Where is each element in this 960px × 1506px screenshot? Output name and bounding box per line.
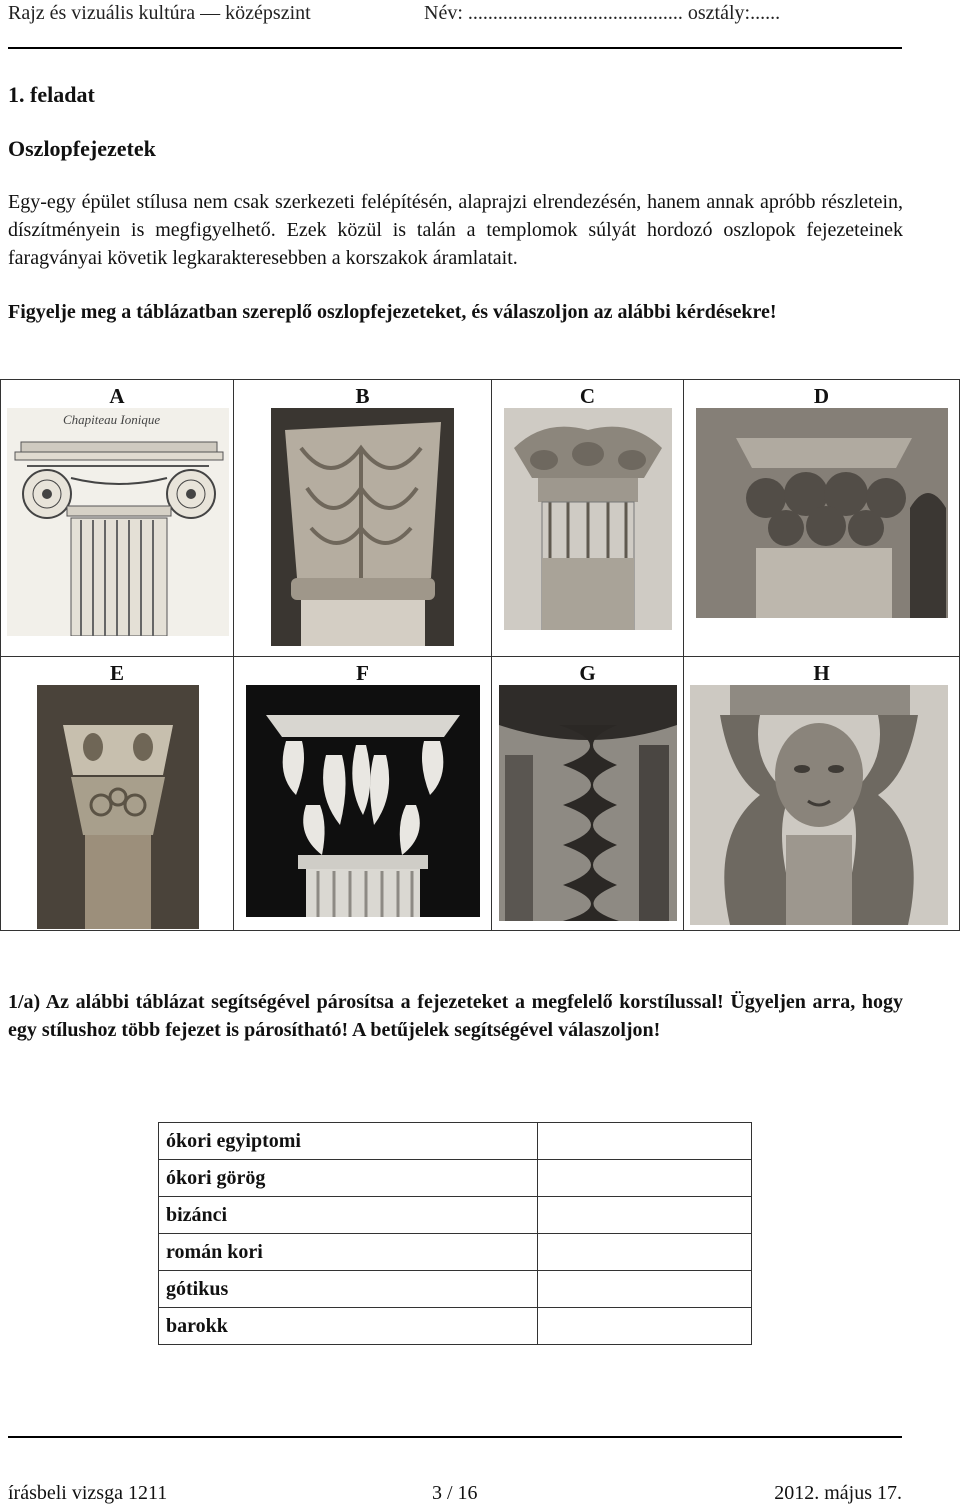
capital-label-b: B xyxy=(355,384,370,408)
table-row xyxy=(159,1197,752,1234)
styles-answer-table xyxy=(158,1122,752,1345)
table-row xyxy=(159,1234,752,1271)
capital-label-c: C xyxy=(579,384,596,408)
capital-cell-d xyxy=(684,380,960,657)
intro-paragraph: Egy-egy épület stílusa nem csak szerkezeti felépítésén, alaprajzi elrendezésén, hanem annak apróbb részletein, díszítményein is megfigyelhető. Ezek közül is talán a templomok súlyát hordozó oszlopok fejezeteinek faragványai követik legkarakteresebben a korszakok áramlatait. xyxy=(8,191,903,269)
style-label: ókori egyiptomi xyxy=(159,1123,538,1160)
answer-cell[interactable] xyxy=(538,1123,752,1160)
task-title: Oszlopfejezetek xyxy=(8,136,156,161)
capital-label-a: A xyxy=(109,384,125,408)
carved-capital-picture xyxy=(271,408,454,646)
style-label: román kori xyxy=(159,1234,538,1271)
capital-cell-g xyxy=(492,657,684,931)
capitals-grid xyxy=(0,379,960,931)
style-label: ókori görög xyxy=(159,1160,538,1197)
egyptian-capital-picture xyxy=(504,408,672,630)
capital-label-f: F xyxy=(356,661,369,685)
style-label: bizánci xyxy=(159,1197,538,1234)
footer-page-number: 3 / 16 xyxy=(432,1482,478,1504)
footer-date: 2012. május 17. xyxy=(774,1482,902,1504)
capital-cell-h xyxy=(684,657,960,931)
answer-cell[interactable] xyxy=(538,1160,752,1197)
style-label: gótikus xyxy=(159,1271,538,1308)
header-rule xyxy=(8,47,902,49)
table-row xyxy=(159,1308,752,1345)
capital-label-e: E xyxy=(109,661,124,685)
capital-cell-b xyxy=(234,380,492,657)
answer-cell[interactable] xyxy=(538,1308,752,1345)
capital-label-d: D xyxy=(813,384,830,408)
capital-label-g: G xyxy=(579,661,596,685)
corinthian-capital-picture xyxy=(246,685,480,917)
task-number: 1. feladat xyxy=(8,82,95,107)
capital-cell-f xyxy=(234,657,492,931)
capital-cell-c xyxy=(492,380,684,657)
baroque-column-picture xyxy=(499,685,677,921)
table-row xyxy=(159,1271,752,1308)
table-row xyxy=(159,1160,752,1197)
style-label: barokk xyxy=(159,1308,538,1345)
ionic-capital-picture xyxy=(7,408,229,636)
capital-cell-e xyxy=(1,657,234,931)
header-subject: Rajz és vizuális kultúra — középszint xyxy=(8,2,311,24)
gothic-capital-picture xyxy=(696,408,948,618)
question-1a: 1/a) Az alábbi táblázat segítségével párosítsa a fejezeteket a megfelelő korstílussal! Ügyeljen arra, hogy egy stílushoz több fejezet is párosítható! A betűjelek segítségével válaszoljon! xyxy=(8,991,903,1041)
engraving-caption: Chapiteau Ionique xyxy=(63,412,161,427)
answer-cell[interactable] xyxy=(538,1271,752,1308)
capital-cell-a xyxy=(1,380,234,657)
answer-cell[interactable] xyxy=(538,1234,752,1271)
header-name-field: Név: ........................................... osztály:...... xyxy=(424,2,781,24)
byzantine-capital-picture xyxy=(37,685,199,929)
answer-cell[interactable] xyxy=(538,1197,752,1234)
footer-exam: írásbeli vizsga 1211 xyxy=(8,1482,168,1504)
footer-rule xyxy=(8,1436,902,1438)
instruction-paragraph: Figyelje meg a táblázatban szereplő oszlopfejezeteket, és válaszoljon az alábbi kérdésekre! xyxy=(8,301,777,323)
hathor-capital-picture xyxy=(690,685,948,925)
table-row xyxy=(159,1123,752,1160)
capital-label-h: H xyxy=(813,661,830,685)
